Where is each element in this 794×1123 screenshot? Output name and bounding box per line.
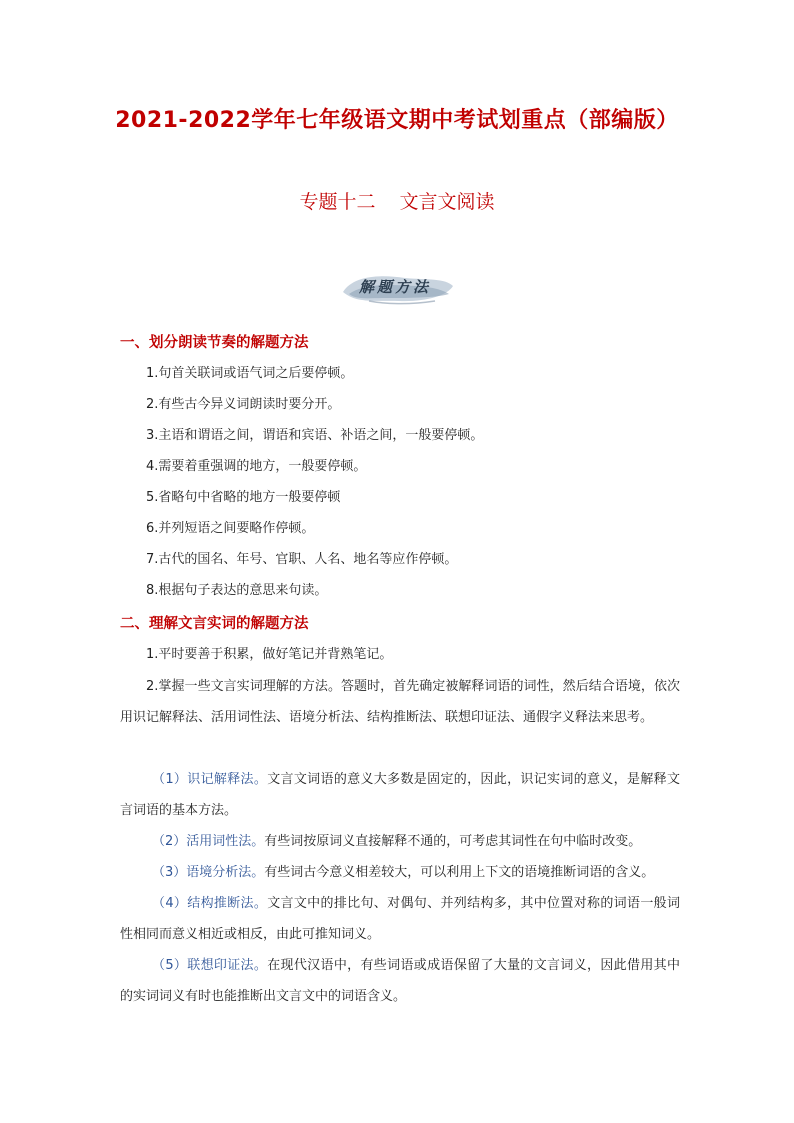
list-item: 2.有些古今异义词朗读时要分开。 xyxy=(146,397,341,412)
list-item: 5.省略句中省略的地方一般要停顿 xyxy=(146,490,341,505)
method-text: 在现代汉语中，有些词语或成语保留了大量的文言词义，因此借用其中的实词词义有时也能推断出文言文中的词语含义。 xyxy=(120,958,680,1004)
method-paragraph xyxy=(120,950,680,1012)
list-item: 1.平时要善于积累，做好笔记并背熟笔记。 xyxy=(146,647,393,662)
section-heading-content-words: 二、理解文言实词的解题方法 xyxy=(120,616,309,632)
method-text: 文言文中的排比句、对偶句、并列结构多，其中位置对称的词语一般词性相同而意义相近或相反，由此可推知词义。 xyxy=(120,896,680,942)
method-badge xyxy=(339,268,457,310)
method-paragraph xyxy=(120,826,680,857)
list-item: 8.根据句子表达的意思来句读。 xyxy=(146,583,328,598)
list-item: 3.主语和谓语之间，谓语和宾语、补语之间，一般要停顿。 xyxy=(146,428,484,443)
document-title: 2021-2022学年七年级语文期中考试划重点（部编版） xyxy=(115,108,679,133)
method-text: 文言文词语的意义大多数是固定的，因此，识记实词的意义，是解释文言词语的基本方法。 xyxy=(120,772,680,818)
paragraph-methods-intro: 2.掌握一些文言实词理解的方法。答题时，首先确定被解释词语的词性，然后结合语境，依次用识记解释法、活用词性法、语境分析法、结构推断法、联想印证法、通假字义释法来思考。 xyxy=(120,679,680,725)
method-term: （4）结构推断法。 xyxy=(152,896,268,911)
list-item: 1.句首关联词或语气词之后要停顿。 xyxy=(146,366,354,381)
topic-name: 文言文阅读 xyxy=(399,191,495,213)
method-term: （5）联想印证法。 xyxy=(152,958,268,973)
method-text: 有些词古今意义相差较大，可以利用上下文的语境推断词语的含义。 xyxy=(264,865,655,880)
method-term: （2）活用词性法。 xyxy=(152,834,265,849)
method-term: （1）识记解释法。 xyxy=(152,772,268,787)
badge-label: 解题方法 xyxy=(358,278,431,296)
list-item: 6.并列短语之间要略作停顿。 xyxy=(146,521,315,536)
topic-number: 专题十二 xyxy=(299,191,376,213)
list-item: 4.需要着重强调的地方，一般要停顿。 xyxy=(146,459,367,474)
method-paragraph xyxy=(120,764,680,826)
section-heading-reading-rhythm: 一、划分朗读节奏的解题方法 xyxy=(120,335,309,351)
method-term: （3）语境分析法。 xyxy=(152,865,265,880)
list-item: 7.古代的国名、年号、官职、人名、地名等应作停顿。 xyxy=(146,552,458,567)
topic-heading xyxy=(0,187,794,214)
method-paragraph xyxy=(120,888,680,950)
method-text: 有些词按原词义直接解释不通的，可考虑其词性在句中临时改变。 xyxy=(264,834,642,849)
method-paragraph xyxy=(120,857,680,888)
